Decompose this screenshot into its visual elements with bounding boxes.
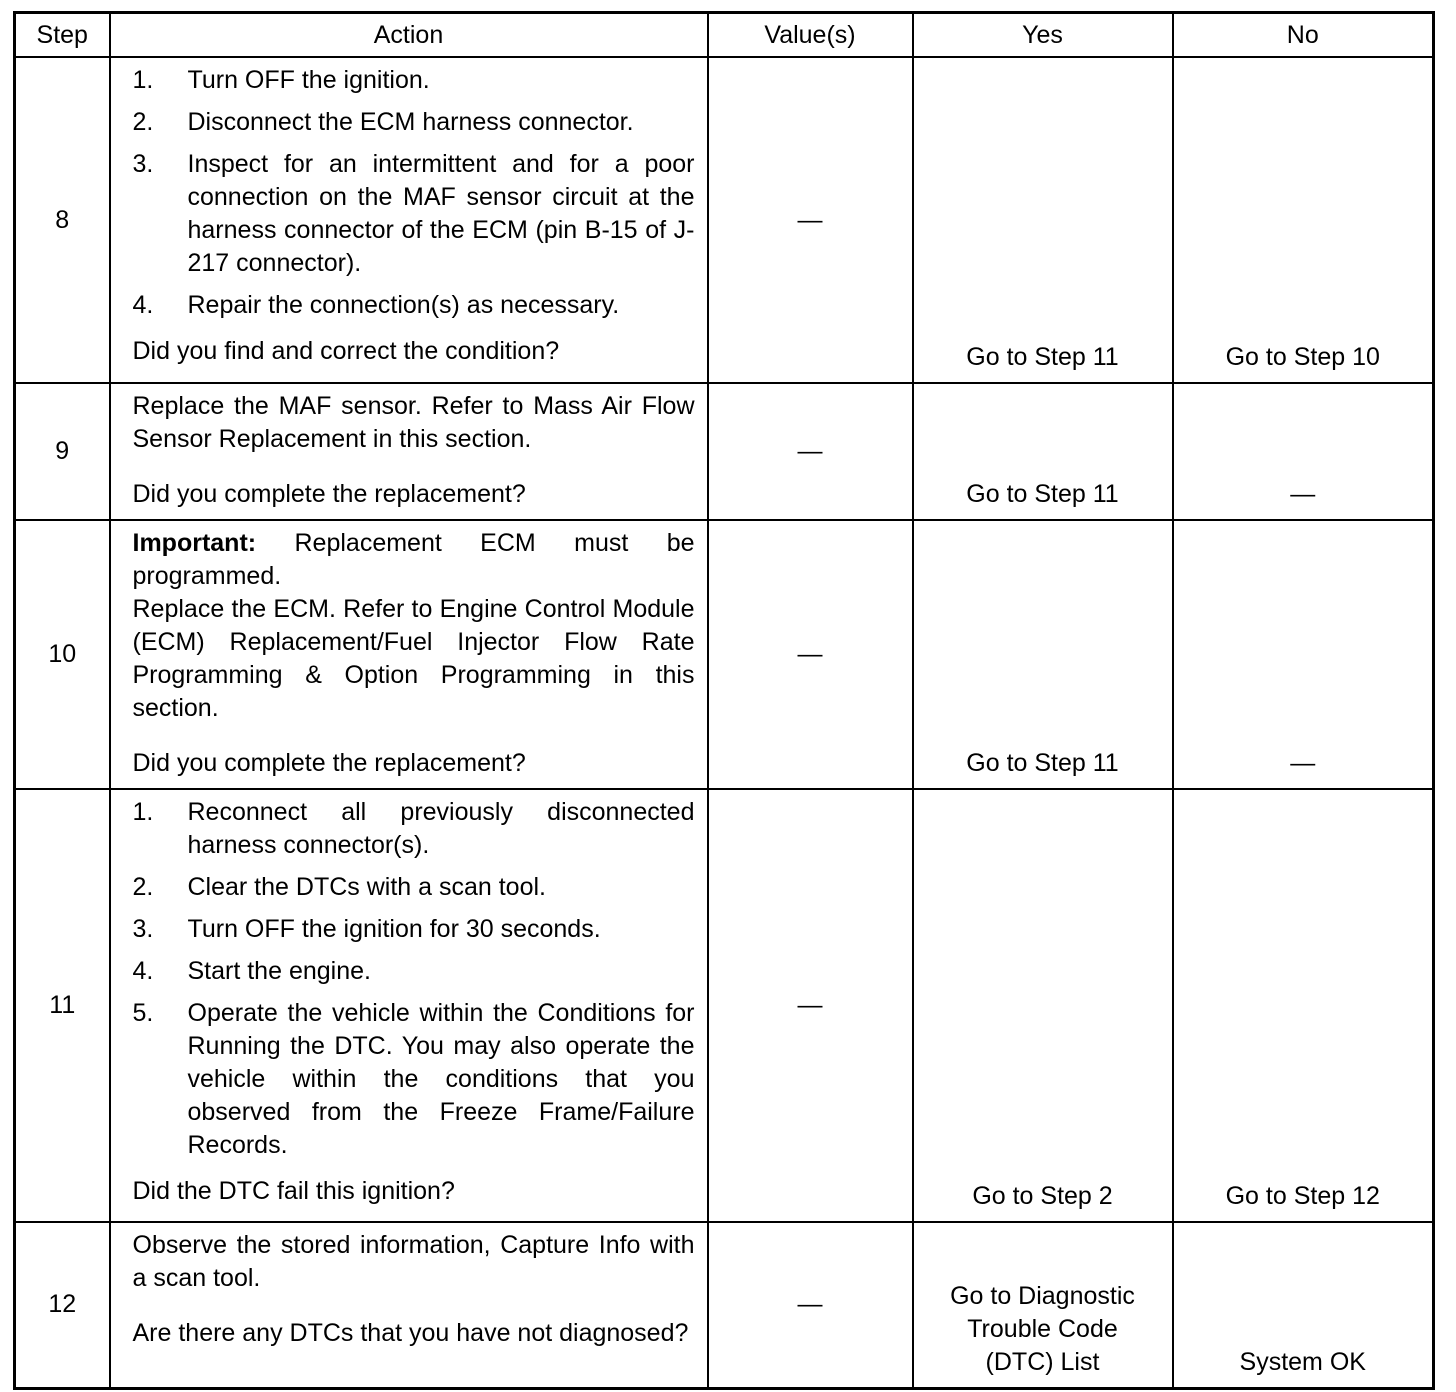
yes-cell <box>913 1222 1173 1388</box>
list-text: Start the engine. <box>187 957 371 985</box>
table-row-step-12 <box>15 1222 1434 1388</box>
list-item <box>133 796 695 862</box>
value-cell: — <box>708 520 913 789</box>
important-note <box>133 527 695 593</box>
list-number: 1. <box>132 66 154 94</box>
table-row-step-8 <box>15 57 1434 383</box>
important-label: Important: <box>132 529 257 557</box>
action-text: Observe the stored information, Capture Info with a scan tool. <box>132 1231 695 1292</box>
yes-line: Go to Diagnostic <box>950 1281 1135 1310</box>
list-number: 3. <box>132 150 154 178</box>
header-row <box>15 13 1434 58</box>
step-number: 11 <box>15 789 110 1222</box>
step-number: 9 <box>15 383 110 520</box>
no-cell: — <box>1173 520 1434 789</box>
yes-cell: Go to Step 11 <box>913 520 1173 789</box>
yes-line: (DTC) List <box>985 1347 1100 1376</box>
list-number: 1. <box>132 798 154 826</box>
action-text: Replace the ECM. Refer to Engine Control Module (ECM) Replacement/Fuel Injector Flow Rate Programming & Option Programming in this section. <box>132 595 695 722</box>
value-cell: — <box>708 57 913 383</box>
list-number: 2. <box>132 873 154 901</box>
action-question: Did you complete the replacement? <box>132 749 526 777</box>
step-number: 10 <box>15 520 110 789</box>
no-cell: Go to Step 10 <box>1173 57 1434 383</box>
action-question: Did you find and correct the condition? <box>132 337 560 365</box>
action-question: Did you complete the replacement? <box>132 480 526 508</box>
action-cell <box>110 57 708 383</box>
diagnostic-table <box>13 11 1435 1390</box>
list-text: Clear the DTCs with a scan tool. <box>187 873 546 901</box>
list-text: Disconnect the ECM harness connector. <box>187 108 634 136</box>
action-question: Did the DTC fail this ignition? <box>132 1177 455 1205</box>
list-number: 5. <box>132 999 154 1027</box>
list-number: 4. <box>132 957 154 985</box>
header-values: Value(s) <box>708 13 913 58</box>
list-number: 4. <box>132 291 154 319</box>
step-number: 12 <box>15 1222 110 1388</box>
action-cell <box>110 789 708 1222</box>
step-number: 8 <box>15 57 110 383</box>
header-step: Step <box>15 13 110 58</box>
table-row-step-9 <box>15 383 1434 520</box>
value-cell: — <box>708 1222 913 1388</box>
action-cell <box>110 383 708 520</box>
list-number: 3. <box>132 915 154 943</box>
list-item <box>133 997 695 1162</box>
list-text: Inspect for an intermittent and for a poor connection on the MAF sensor circuit at the harness connector of the ECM (pin B-15 of J-217 connector). <box>187 150 695 277</box>
yes-cell: Go to Step 2 <box>913 789 1173 1222</box>
action-cell <box>110 1222 708 1388</box>
action-cell <box>110 520 708 789</box>
list-item <box>133 64 695 97</box>
value-cell: — <box>708 789 913 1222</box>
important-text: Replacement ECM must be programmed. <box>132 529 695 590</box>
action-question: Are there any DTCs that you have not diagnosed? <box>132 1319 689 1347</box>
list-item <box>133 955 695 988</box>
list-text: Operate the vehicle within the Conditions for Running the DTC. You may also operate the vehicle within the conditions that you observed from the Freeze Frame/Failure Records. <box>187 999 695 1159</box>
yes-cell: Go to Step 11 <box>913 383 1173 520</box>
action-text: Replace the MAF sensor. Refer to Mass Air Flow Sensor Replacement in this section. <box>132 392 695 453</box>
list-item <box>133 148 695 280</box>
list-item <box>133 913 695 946</box>
no-cell: System OK <box>1173 1222 1434 1388</box>
list-item <box>133 106 695 139</box>
list-number: 2. <box>132 108 154 136</box>
header-no: No <box>1173 13 1434 58</box>
header-action: Action <box>110 13 708 58</box>
action-list <box>133 64 695 322</box>
header-yes: Yes <box>913 13 1173 58</box>
list-text: Turn OFF the ignition for 30 seconds. <box>187 915 601 943</box>
yes-cell: Go to Step 11 <box>913 57 1173 383</box>
list-item <box>133 289 695 322</box>
list-text: Repair the connection(s) as necessary. <box>187 291 620 319</box>
list-item <box>133 871 695 904</box>
table-row-step-11 <box>15 789 1434 1222</box>
value-cell: — <box>708 383 913 520</box>
yes-line: Trouble Code <box>967 1314 1118 1343</box>
no-cell: — <box>1173 383 1434 520</box>
list-text: Reconnect all previously disconnected harness connector(s). <box>187 798 695 859</box>
table-row-step-10 <box>15 520 1434 789</box>
no-cell: Go to Step 12 <box>1173 789 1434 1222</box>
list-text: Turn OFF the ignition. <box>187 66 430 94</box>
action-list <box>133 796 695 1162</box>
